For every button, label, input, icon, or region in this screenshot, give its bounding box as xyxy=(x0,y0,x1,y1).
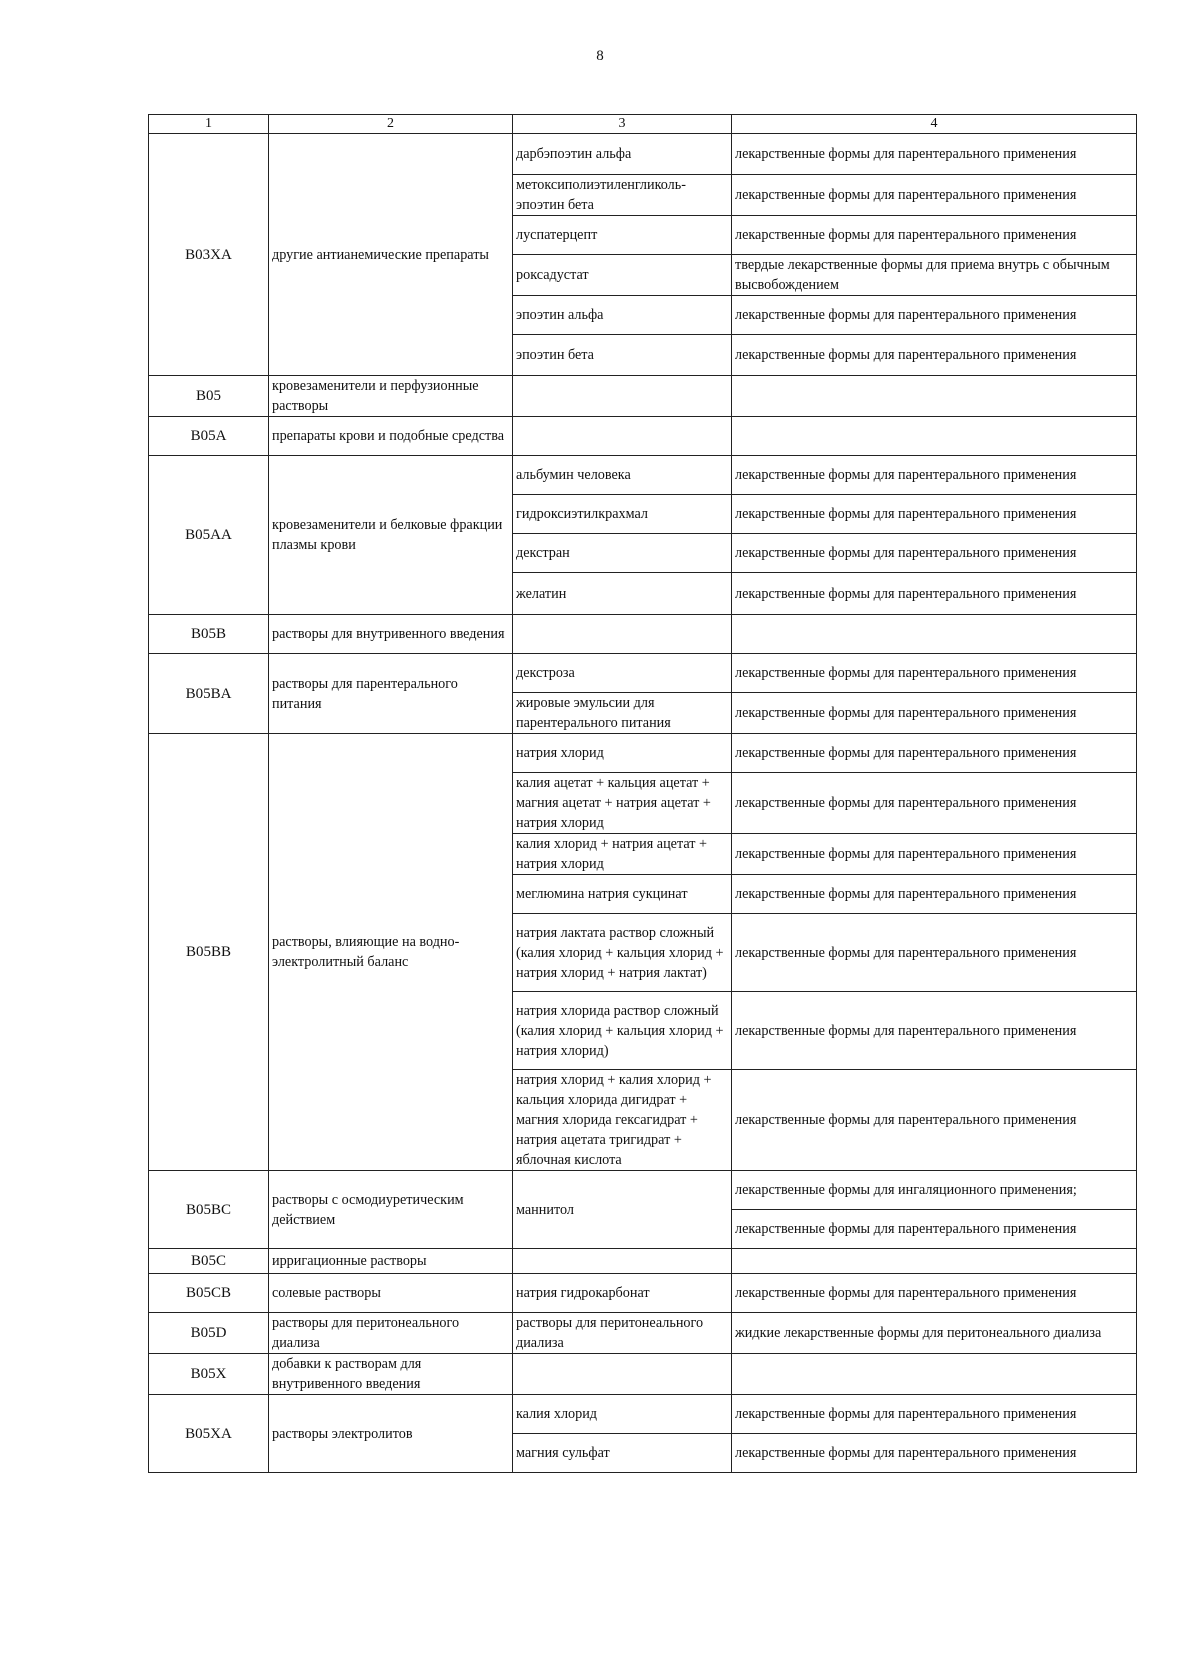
atc-code: B05C xyxy=(149,1249,269,1274)
atc-code: B05BA xyxy=(149,654,269,734)
form-cell: лекарственные формы для ингаляционного применения; xyxy=(732,1171,1137,1210)
atc-code: B05BB xyxy=(149,734,269,1171)
form-cell: лекарственные формы для парентерального применения xyxy=(732,534,1137,573)
substance-cell: желатин xyxy=(513,573,732,615)
atc-code: B05AA xyxy=(149,456,269,615)
table-row xyxy=(149,456,1137,495)
form-cell xyxy=(732,417,1137,456)
form-cell: жидкие лекарственные формы для перитонеального диализа xyxy=(732,1313,1137,1354)
substance-cell: растворы для перитонеального диализа xyxy=(513,1313,732,1354)
table-row xyxy=(149,1274,1137,1313)
atc-code: B05 xyxy=(149,376,269,417)
atc-code: B05B xyxy=(149,615,269,654)
table-row xyxy=(149,1354,1137,1395)
group-name: ирригационные растворы xyxy=(269,1249,513,1274)
substance-cell: натрия хлорида раствор сложный (калия хлорид + кальция хлорид + натрия хлорид) xyxy=(513,992,732,1070)
group-name: растворы для парентерального питания xyxy=(269,654,513,734)
substance-cell xyxy=(513,615,732,654)
substance-cell xyxy=(513,1354,732,1395)
atc-code: B05BC xyxy=(149,1171,269,1249)
form-cell: лекарственные формы для парентерального применения xyxy=(732,834,1137,875)
substance-cell: гидроксиэтилкрахмал xyxy=(513,495,732,534)
substance-cell: метоксиполиэтиленгликоль-эпоэтин бета xyxy=(513,175,732,216)
substance-cell: декстроза xyxy=(513,654,732,693)
form-cell: лекарственные формы для парентерального применения xyxy=(732,1434,1137,1473)
substance-cell: натрия хлорид xyxy=(513,734,732,773)
form-cell: лекарственные формы для парентерального применения xyxy=(732,1070,1137,1171)
atc-code: B05D xyxy=(149,1313,269,1354)
form-cell: лекарственные формы для парентерального применения xyxy=(732,1274,1137,1313)
substance-cell: декстран xyxy=(513,534,732,573)
group-name: кровезаменители и перфузионные растворы xyxy=(269,376,513,417)
table-row xyxy=(149,1395,1137,1434)
form-cell: лекарственные формы для парентерального применения xyxy=(732,134,1137,175)
form-cell: лекарственные формы для парентерального применения xyxy=(732,573,1137,615)
substance-cell: эпоэтин альфа xyxy=(513,296,732,335)
form-cell xyxy=(732,1249,1137,1274)
substance-cell: натрия гидрокарбонат xyxy=(513,1274,732,1313)
header-row xyxy=(149,115,1137,134)
substance-cell: меглюмина натрия сукцинат xyxy=(513,875,732,914)
table-row xyxy=(149,1313,1137,1354)
form-cell: лекарственные формы для парентерального применения xyxy=(732,773,1137,834)
form-cell: лекарственные формы для парентерального применения xyxy=(732,914,1137,992)
atc-code: B05XA xyxy=(149,1395,269,1473)
substance-cell: жировые эмульсии для парентерального питания xyxy=(513,693,732,734)
substance-cell: натрия хлорид + калия хлорид + кальция хлорида дигидрат + магния хлорида гексагидрат + натрия ацетата тригидрат + яблочная кислота xyxy=(513,1070,732,1171)
table-row xyxy=(149,615,1137,654)
form-cell: лекарственные формы для парентерального применения xyxy=(732,296,1137,335)
form-cell: лекарственные формы для парентерального применения xyxy=(732,335,1137,376)
form-cell: лекарственные формы для парентерального применения xyxy=(732,216,1137,255)
form-cell: лекарственные формы для парентерального применения xyxy=(732,175,1137,216)
form-cell: лекарственные формы для парентерального применения xyxy=(732,1395,1137,1434)
column-header: 3 xyxy=(513,115,732,134)
substance-cell: луспатерцепт xyxy=(513,216,732,255)
substance-cell xyxy=(513,1249,732,1274)
table-row xyxy=(149,417,1137,456)
group-name: добавки к растворам для внутривенного введения xyxy=(269,1354,513,1395)
group-name: солевые растворы xyxy=(269,1274,513,1313)
substance-cell xyxy=(513,417,732,456)
atc-code: B05A xyxy=(149,417,269,456)
atc-code: B05X xyxy=(149,1354,269,1395)
substance-cell: альбумин человека xyxy=(513,456,732,495)
form-cell: лекарственные формы для парентерального применения xyxy=(732,654,1137,693)
atc-code: B03XA xyxy=(149,134,269,376)
substance-cell: калия хлорид xyxy=(513,1395,732,1434)
table-row xyxy=(149,1249,1137,1274)
form-cell xyxy=(732,615,1137,654)
substance-cell: калия хлорид + натрия ацетат + натрия хлорид xyxy=(513,834,732,875)
group-name: растворы с осмодиуретическим действием xyxy=(269,1171,513,1249)
table-row xyxy=(149,134,1137,175)
substance-cell: маннитол xyxy=(513,1171,732,1249)
group-name: другие антианемические препараты xyxy=(269,134,513,376)
substance-cell: эпоэтин бета xyxy=(513,335,732,376)
group-name: препараты крови и подобные средства xyxy=(269,417,513,456)
form-cell: лекарственные формы для парентерального применения xyxy=(732,1210,1137,1249)
column-header: 2 xyxy=(269,115,513,134)
form-cell xyxy=(732,376,1137,417)
form-cell: лекарственные формы для парентерального применения xyxy=(732,875,1137,914)
group-name: растворы электролитов xyxy=(269,1395,513,1473)
form-cell xyxy=(732,1354,1137,1395)
table-row xyxy=(149,376,1137,417)
substance-cell: магния сульфат xyxy=(513,1434,732,1473)
form-cell: лекарственные формы для парентерального применения xyxy=(732,992,1137,1070)
table-row xyxy=(149,654,1137,693)
atc-code: B05CB xyxy=(149,1274,269,1313)
form-cell: твердые лекарственные формы для приема внутрь с обычным высвобождением xyxy=(732,255,1137,296)
column-header: 1 xyxy=(149,115,269,134)
group-name: растворы, влияющие на водно-электролитный баланс xyxy=(269,734,513,1171)
group-name: растворы для перитонеального диализа xyxy=(269,1313,513,1354)
form-cell: лекарственные формы для парентерального применения xyxy=(732,693,1137,734)
substance-cell: дарбэпоэтин альфа xyxy=(513,134,732,175)
table-row xyxy=(149,1171,1137,1210)
substance-cell: натрия лактата раствор сложный (калия хлорид + кальция хлорид + натрия хлорид + натрия лактат) xyxy=(513,914,732,992)
substance-cell xyxy=(513,376,732,417)
drug-table xyxy=(148,114,1137,1473)
form-cell: лекарственные формы для парентерального применения xyxy=(732,456,1137,495)
column-header: 4 xyxy=(732,115,1137,134)
table-row xyxy=(149,734,1137,773)
page-number: 8 xyxy=(596,48,604,64)
group-name: кровезаменители и белковые фракции плазмы крови xyxy=(269,456,513,615)
substance-cell: роксадустат xyxy=(513,255,732,296)
group-name: растворы для внутривенного введения xyxy=(269,615,513,654)
substance-cell: калия ацетат + кальция ацетат + магния ацетат + натрия ацетат + натрия хлорид xyxy=(513,773,732,834)
form-cell: лекарственные формы для парентерального применения xyxy=(732,734,1137,773)
form-cell: лекарственные формы для парентерального применения xyxy=(732,495,1137,534)
